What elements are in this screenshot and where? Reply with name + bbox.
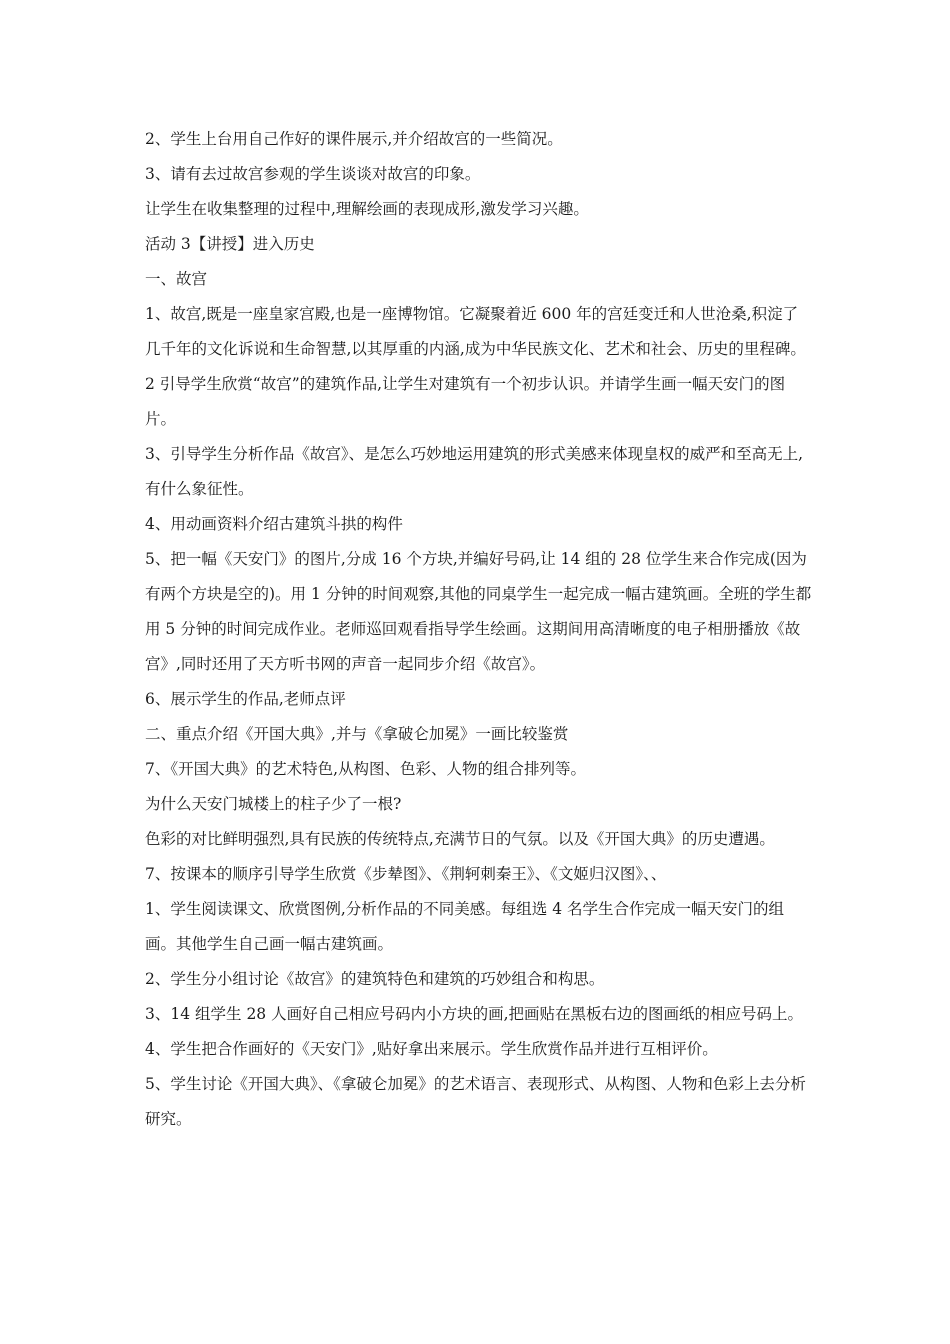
paragraph: 4、学生把合作画好的《天安门》,贴好拿出来展示。学生欣赏作品并进行互相评价。: [145, 1040, 718, 1058]
paragraph: 3、请有去过故宫参观的学生谈谈对故宫的印象。: [145, 165, 481, 183]
activity-heading: 活动 3【讲授】进入历史: [145, 235, 315, 253]
paragraph: 3、引导学生分析作品《故宫》、是怎么巧妙地运用建筑的形式美感来体现皇权的威严和至高无上,有什么象征性。: [145, 445, 804, 498]
paragraph: 为什么天安门城楼上的柱子少了一根?: [145, 795, 402, 813]
paragraph: 6、展示学生的作品,老师点评: [145, 690, 346, 708]
section-heading: 一、故宫: [145, 270, 208, 288]
paragraph: 7、按课本的顺序引导学生欣赏《步辇图》、《荆轲刺秦王》、《文姬归汉图》、、: [145, 865, 667, 883]
paragraph: 5、学生讨论《开国大典》、《拿破仑加冕》的艺术语言、表现形式、从构图、人物和色彩上去分析研究。: [145, 1075, 806, 1128]
document-page: [145, 122, 813, 1137]
paragraph: 3、14 组学生 28 人画好自己相应号码内小方块的画,把画贴在黑板右边的图画纸的相应号码上。: [145, 1005, 804, 1023]
paragraph: 1、故宫,既是一座皇家宫殿,也是一座博物馆。它凝聚着近 600 年的宫廷变迁和人世沧桑,积淀了几千年的文化诉说和生命智慧,以其厚重的内涵,成为中华民族文化、艺术和社会、历史的里程碑。: [145, 305, 806, 358]
paragraph: 7、《开国大典》的艺术特色,从构图、色彩、人物的组合排列等。: [145, 760, 587, 778]
paragraph: 2 引导学生欣赏“故宫”的建筑作品,让学生对建筑有一个初步认识。并请学生画一幅天安门的图片。: [145, 375, 786, 428]
paragraph: 2、学生上台用自己作好的课件展示,并介绍故宫的一些简况。: [145, 130, 563, 148]
section-heading: 二、重点介绍《开国大典》,并与《拿破仑加冕》一画比较鉴赏: [145, 725, 569, 743]
paragraph: 4、用动画资料介绍古建筑斗拱的构件: [145, 515, 403, 533]
paragraph: 5、把一幅《天安门》的图片,分成 16 个方块,并编好号码,让 14 组的 28 位学生来合作完成(因为有两个方块是空的)。用 1 分钟的时间观察,其他的同桌学生一起完成一幅古建筑画。全班的学生都用 5 分钟的时间完成作业。老师巡回观看指导学生绘画。这期间用高清晰度的电子相册播放《故宫》,同时还用了天方听书网的声音一起同步介绍《故宫》。: [145, 550, 812, 673]
paragraph: 让学生在收集整理的过程中,理解绘画的表现成形,激发学习兴趣。: [145, 200, 589, 218]
paragraph: 2、学生分小组讨论《故宫》的建筑特色和建筑的巧妙组合和构思。: [145, 970, 605, 988]
paragraph: 1、学生阅读课文、欣赏图例,分析作品的不同美感。每组选 4 名学生合作完成一幅天安门的组画。其他学生自己画一幅古建筑画。: [145, 900, 785, 953]
paragraph: 色彩的对比鲜明强烈,具有民族的传统特点,充满节日的气氛。以及《开国大典》的历史遭遇。: [145, 830, 775, 848]
